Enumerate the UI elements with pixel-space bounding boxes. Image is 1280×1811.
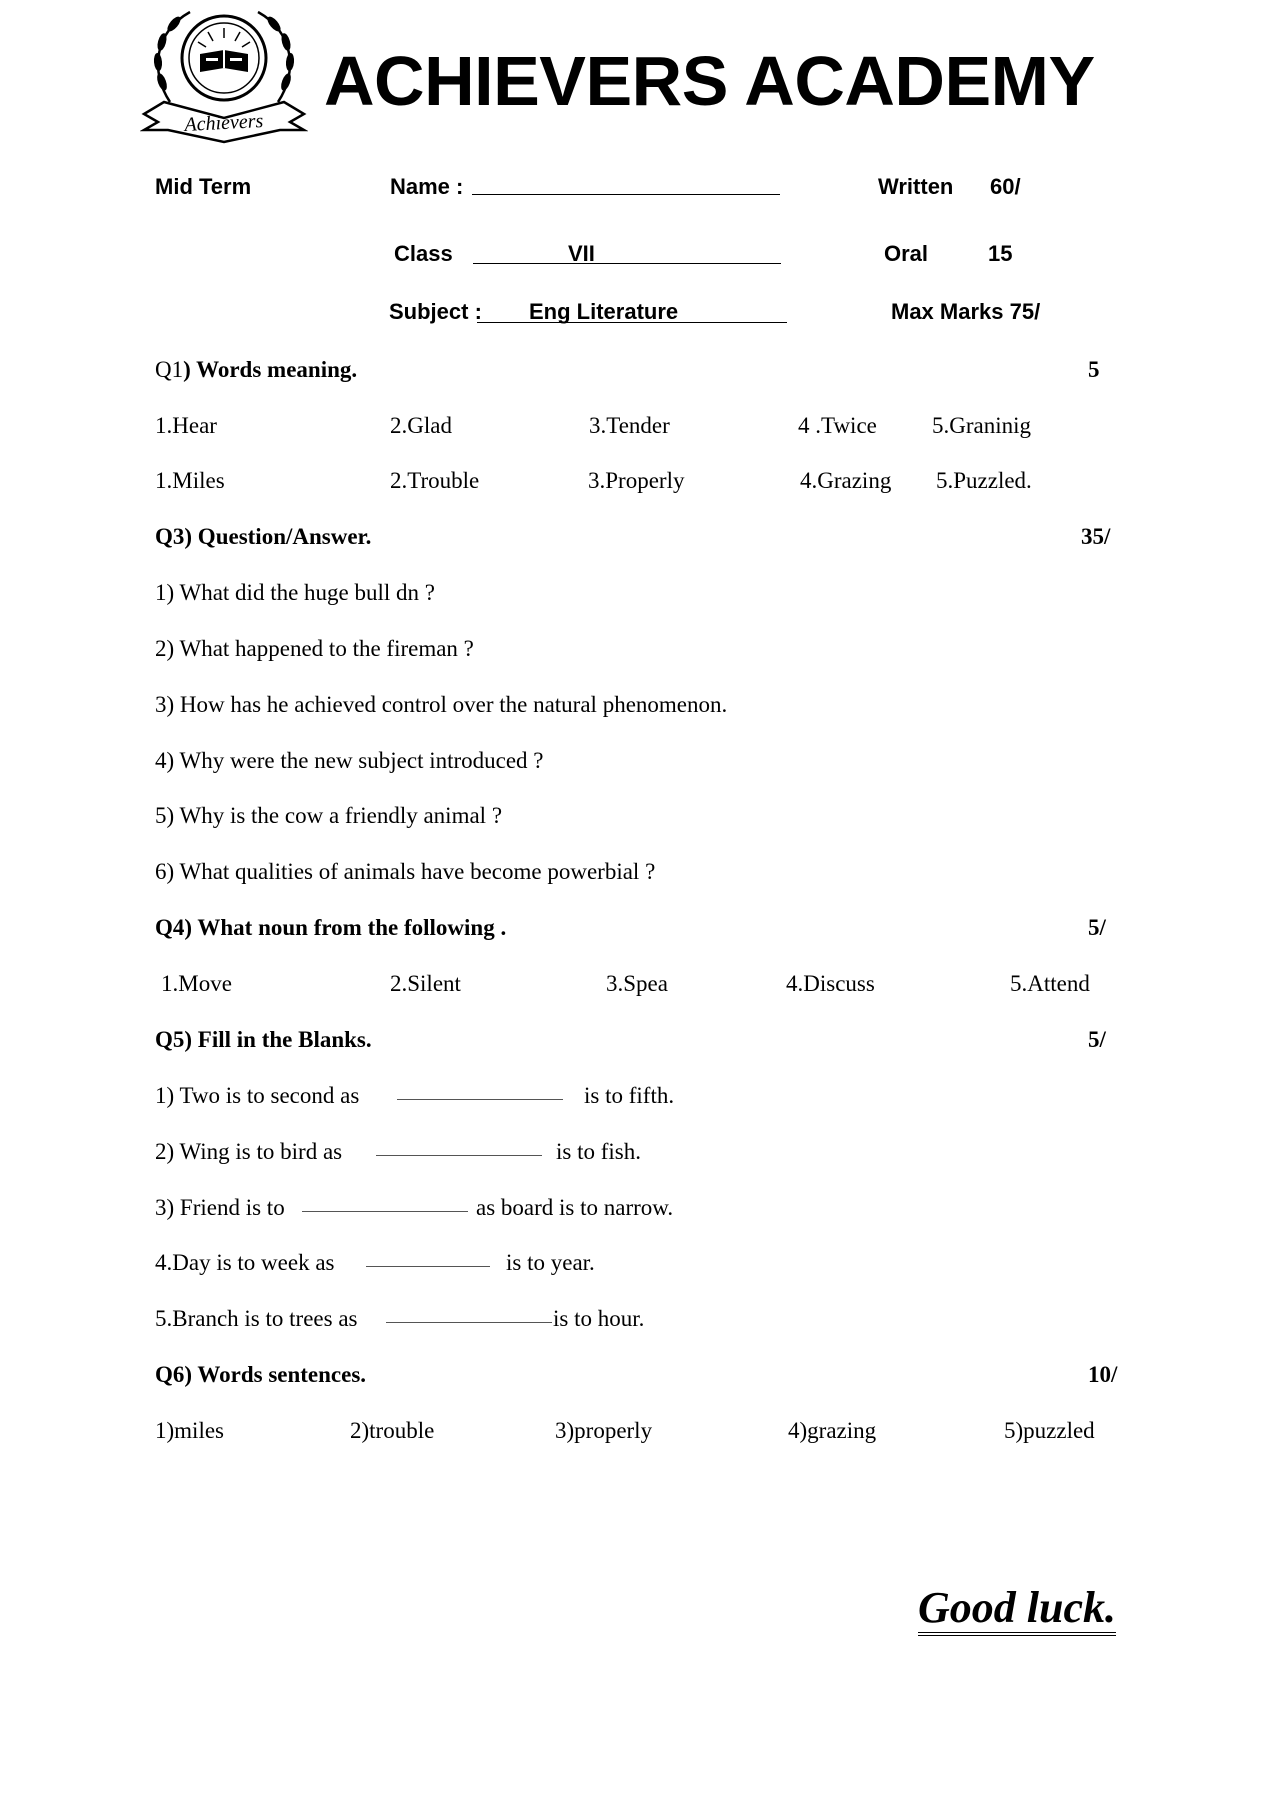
oral-label: Oral [884,241,929,266]
q1-heading [155,358,357,381]
q1-word: 5.Puzzled. [936,468,1032,493]
q5-blank[interactable] [376,1155,542,1156]
q5-item: 1) Two is to second as [155,1083,360,1108]
subject-label: Subject : [389,299,482,324]
q4-word: 5.Attend [1010,971,1090,996]
q5-item: 5.Branch is to trees as [155,1306,358,1331]
q3-marks: 35/ [1081,524,1111,549]
q4-word: 4.Discuss [786,971,875,996]
q3-question: 1) What did the huge bull dn ? [155,580,435,605]
q5-heading: Q5) Fill in the Blanks. [155,1027,372,1052]
q5-blank[interactable] [397,1099,563,1100]
academy-logo [140,2,308,150]
class-label: Class [394,241,453,266]
name-label: Name : [390,174,464,199]
written-marks: 60/ [990,174,1021,199]
q5-item: 3) Friend is to [155,1195,285,1220]
q3-question: 2) What happened to the fireman ? [155,636,474,661]
q5-blank[interactable] [386,1322,552,1323]
q1-word: 4.Grazing [800,468,892,493]
class-value: VII [568,241,595,266]
q3-heading: Q3) Question/Answer. [155,524,372,549]
q6-word: 2)trouble [350,1418,435,1443]
q5-item-after: is to hour. [553,1306,645,1331]
q4-word: 2.Silent [390,971,461,996]
oral-marks: 15 [988,241,1013,266]
q1-title: ) Words meaning. [183,357,358,382]
name-field-line[interactable] [472,194,780,195]
q6-marks: 10/ [1088,1362,1118,1387]
q5-item-after: is to fifth. [584,1083,675,1108]
q1-word: 2.Trouble [390,468,480,493]
q3-question: 5) Why is the cow a friendly animal ? [155,803,503,828]
q5-marks: 5/ [1088,1027,1106,1052]
q1-number: Q1 [155,357,184,382]
q4-marks: 5/ [1088,915,1106,940]
q5-item-after: is to year. [506,1250,595,1275]
q4-heading: Q4) What noun from the following . [155,915,507,940]
q1-word: 1.Hear [155,413,217,438]
academy-name: ACHIEVERS ACADEMY [324,42,1095,120]
q6-word: 3)properly [555,1418,653,1443]
q5-item-after: is to fish. [556,1139,641,1164]
q3-question: 6) What qualities of animals have become powerbial ? [155,859,656,884]
q1-word: 2.Glad [390,413,452,438]
logo-text: Achievers [183,109,264,137]
q1-marks: 5 [1088,357,1100,382]
q3-question: 4) Why were the new subject introduced ? [155,748,544,773]
q6-word: 1)miles [155,1418,224,1443]
exam-type: Mid Term [155,174,252,199]
q1-word: 1.Miles [155,468,225,493]
q6-word: 5)puzzled [1004,1418,1095,1443]
q6-heading: Q6) Words sentences. [155,1362,367,1387]
q4-word: 3.Spea [606,971,668,996]
q1-word: 3.Properly [588,468,685,493]
good-luck-message: Good luck. [918,1584,1116,1636]
q6-word: 4)grazing [788,1418,877,1443]
q5-blank[interactable] [302,1211,468,1212]
q1-word: 5.Graninig [932,413,1032,438]
q1-word: 3.Tender [589,413,670,438]
written-label: Written [878,174,954,199]
class-field-line [473,263,781,264]
subject-value: Eng Literature [529,299,679,324]
q1-word: 4 .Twice [798,413,877,438]
q3-question: 3) How has he achieved control over the natural phenomenon. [155,692,728,717]
q5-item: 4.Day is to week as [155,1250,335,1275]
q5-item-after: as board is to narrow. [476,1195,674,1220]
max-marks: Max Marks 75/ [891,299,1041,324]
q5-item: 2) Wing is to bird as [155,1139,343,1164]
q5-blank[interactable] [366,1266,490,1267]
q4-word: 1.Move [161,971,232,996]
